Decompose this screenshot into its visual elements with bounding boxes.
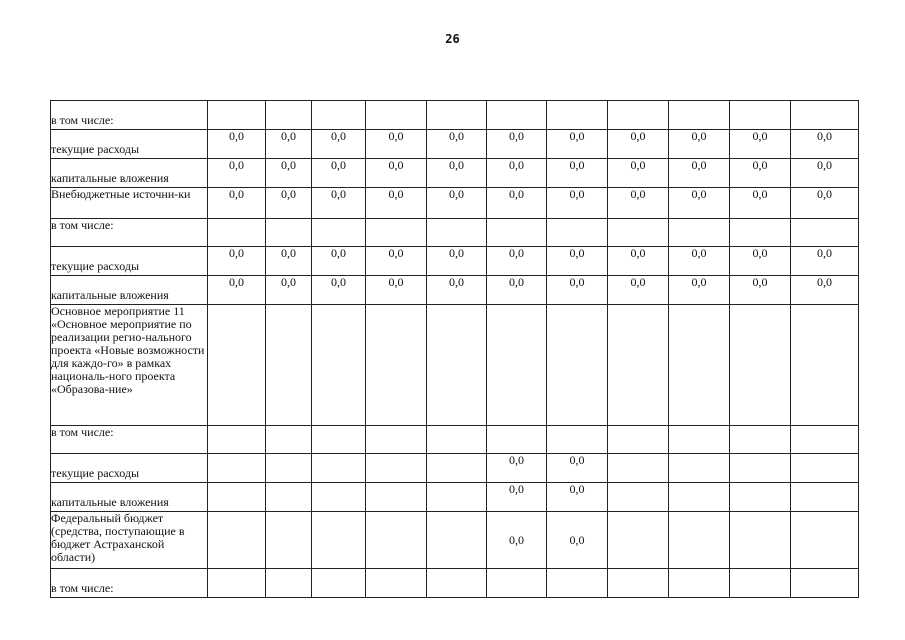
value-cell: 0,0 bbox=[208, 188, 266, 219]
table-row bbox=[51, 305, 859, 426]
value-cell bbox=[669, 569, 730, 598]
value-cell: 0,0 bbox=[487, 483, 547, 512]
value-cell bbox=[487, 569, 547, 598]
value-cell bbox=[427, 483, 487, 512]
value-cell bbox=[266, 305, 312, 426]
row-label: в том числе: bbox=[51, 101, 208, 130]
value-cell bbox=[487, 101, 547, 130]
value-cell bbox=[791, 305, 859, 426]
value-cell bbox=[366, 101, 427, 130]
value-cell bbox=[730, 426, 791, 454]
value-cell: 0,0 bbox=[208, 247, 266, 276]
value-cell: 0,0 bbox=[427, 130, 487, 159]
value-cell bbox=[730, 569, 791, 598]
value-cell bbox=[208, 101, 266, 130]
value-cell bbox=[312, 305, 366, 426]
value-cell bbox=[730, 305, 791, 426]
value-cell: 0,0 bbox=[547, 276, 608, 305]
value-cell bbox=[427, 454, 487, 483]
value-cell bbox=[608, 512, 669, 569]
value-cell bbox=[730, 219, 791, 247]
value-cell bbox=[669, 454, 730, 483]
value-cell bbox=[669, 305, 730, 426]
row-label: капитальные вложения bbox=[51, 483, 208, 512]
value-cell bbox=[487, 305, 547, 426]
value-cell: 0,0 bbox=[266, 247, 312, 276]
value-cell bbox=[208, 512, 266, 569]
value-cell bbox=[266, 426, 312, 454]
table-row bbox=[51, 276, 859, 305]
row-label: в том числе: bbox=[51, 426, 208, 454]
value-cell bbox=[312, 483, 366, 512]
value-cell: 0,0 bbox=[266, 159, 312, 188]
value-cell bbox=[312, 454, 366, 483]
value-cell: 0,0 bbox=[791, 159, 859, 188]
value-cell bbox=[791, 101, 859, 130]
value-cell: 0,0 bbox=[487, 512, 547, 569]
value-cell: 0,0 bbox=[730, 276, 791, 305]
row-label: капитальные вложения bbox=[51, 159, 208, 188]
value-cell: 0,0 bbox=[608, 276, 669, 305]
value-cell: 0,0 bbox=[487, 159, 547, 188]
value-cell bbox=[366, 305, 427, 426]
value-cell: 0,0 bbox=[427, 188, 487, 219]
value-cell: 0,0 bbox=[608, 188, 669, 219]
value-cell: 0,0 bbox=[669, 276, 730, 305]
value-cell bbox=[208, 219, 266, 247]
value-cell: 0,0 bbox=[208, 159, 266, 188]
value-cell: 0,0 bbox=[547, 130, 608, 159]
value-cell: 0,0 bbox=[366, 159, 427, 188]
value-cell bbox=[730, 101, 791, 130]
value-cell: 0,0 bbox=[266, 188, 312, 219]
value-cell: 0,0 bbox=[669, 130, 730, 159]
value-cell bbox=[366, 219, 427, 247]
value-cell: 0,0 bbox=[730, 130, 791, 159]
value-cell bbox=[366, 483, 427, 512]
value-cell bbox=[669, 483, 730, 512]
value-cell bbox=[266, 483, 312, 512]
row-label: в том числе: bbox=[51, 219, 208, 247]
value-cell bbox=[547, 569, 608, 598]
value-cell: 0,0 bbox=[669, 159, 730, 188]
value-cell bbox=[487, 219, 547, 247]
table-row bbox=[51, 159, 859, 188]
value-cell bbox=[208, 305, 266, 426]
value-cell bbox=[608, 426, 669, 454]
value-cell bbox=[312, 219, 366, 247]
value-cell: 0,0 bbox=[487, 130, 547, 159]
value-cell: 0,0 bbox=[312, 247, 366, 276]
value-cell bbox=[427, 426, 487, 454]
value-cell bbox=[608, 454, 669, 483]
value-cell: 0,0 bbox=[730, 247, 791, 276]
value-cell bbox=[608, 305, 669, 426]
value-cell bbox=[669, 219, 730, 247]
value-cell bbox=[427, 219, 487, 247]
value-cell bbox=[791, 569, 859, 598]
page-number: 26 bbox=[445, 32, 460, 46]
value-cell: 0,0 bbox=[208, 276, 266, 305]
row-label: Внебюджетные источни-ки bbox=[51, 188, 208, 219]
value-cell bbox=[312, 569, 366, 598]
row-label: Федеральный бюджет (средства, поступающие в бюджет Астраханской области) bbox=[51, 512, 208, 569]
value-cell: 0,0 bbox=[312, 159, 366, 188]
value-cell: 0,0 bbox=[487, 454, 547, 483]
value-cell: 0,0 bbox=[266, 130, 312, 159]
value-cell bbox=[427, 101, 487, 130]
value-cell: 0,0 bbox=[608, 247, 669, 276]
table-row bbox=[51, 512, 859, 569]
value-cell bbox=[208, 483, 266, 512]
value-cell bbox=[427, 512, 487, 569]
value-cell: 0,0 bbox=[312, 276, 366, 305]
row-label: текущие расходы bbox=[51, 130, 208, 159]
value-cell bbox=[427, 569, 487, 598]
value-cell: 0,0 bbox=[608, 130, 669, 159]
value-cell bbox=[487, 426, 547, 454]
value-cell: 0,0 bbox=[366, 130, 427, 159]
value-cell: 0,0 bbox=[669, 247, 730, 276]
value-cell bbox=[547, 219, 608, 247]
row-label: в том числе: bbox=[51, 569, 208, 598]
value-cell: 0,0 bbox=[547, 454, 608, 483]
value-cell bbox=[312, 426, 366, 454]
value-cell bbox=[266, 219, 312, 247]
value-cell bbox=[730, 454, 791, 483]
value-cell: 0,0 bbox=[312, 130, 366, 159]
value-cell bbox=[730, 512, 791, 569]
value-cell: 0,0 bbox=[730, 159, 791, 188]
row-label: капитальные вложения bbox=[51, 276, 208, 305]
value-cell: 0,0 bbox=[547, 247, 608, 276]
value-cell: 0,0 bbox=[427, 159, 487, 188]
value-cell bbox=[366, 512, 427, 569]
value-cell bbox=[669, 426, 730, 454]
value-cell bbox=[312, 101, 366, 130]
table-row bbox=[51, 219, 859, 247]
row-label: текущие расходы bbox=[51, 454, 208, 483]
value-cell bbox=[208, 454, 266, 483]
table-row bbox=[51, 569, 859, 598]
value-cell bbox=[608, 101, 669, 130]
value-cell: 0,0 bbox=[547, 483, 608, 512]
table-row bbox=[51, 130, 859, 159]
value-cell bbox=[608, 483, 669, 512]
value-cell bbox=[669, 101, 730, 130]
value-cell bbox=[366, 426, 427, 454]
table-row bbox=[51, 426, 859, 454]
value-cell: 0,0 bbox=[547, 159, 608, 188]
value-cell bbox=[669, 512, 730, 569]
value-cell: 0,0 bbox=[266, 276, 312, 305]
value-cell bbox=[547, 305, 608, 426]
value-cell: 0,0 bbox=[669, 188, 730, 219]
value-cell: 0,0 bbox=[427, 276, 487, 305]
row-label: текущие расходы bbox=[51, 247, 208, 276]
table-row bbox=[51, 247, 859, 276]
value-cell: 0,0 bbox=[791, 188, 859, 219]
value-cell bbox=[208, 426, 266, 454]
value-cell: 0,0 bbox=[791, 276, 859, 305]
value-cell: 0,0 bbox=[791, 130, 859, 159]
value-cell bbox=[366, 569, 427, 598]
value-cell bbox=[791, 219, 859, 247]
value-cell: 0,0 bbox=[791, 247, 859, 276]
row-label: Основное мероприятие 11 «Основное мероприятие по реализации регио-нального проекта «Новые возможности для каждо-го» в рамках националь-ного проекта «Образова-ние» bbox=[51, 305, 208, 426]
value-cell: 0,0 bbox=[608, 159, 669, 188]
value-cell: 0,0 bbox=[730, 188, 791, 219]
table-row bbox=[51, 454, 859, 483]
value-cell bbox=[608, 219, 669, 247]
value-cell bbox=[266, 454, 312, 483]
budget-table bbox=[50, 100, 859, 598]
value-cell bbox=[266, 569, 312, 598]
value-cell bbox=[791, 483, 859, 512]
value-cell bbox=[266, 512, 312, 569]
value-cell bbox=[608, 569, 669, 598]
value-cell: 0,0 bbox=[547, 188, 608, 219]
value-cell: 0,0 bbox=[366, 276, 427, 305]
value-cell bbox=[791, 426, 859, 454]
value-cell bbox=[427, 305, 487, 426]
value-cell bbox=[208, 569, 266, 598]
value-cell: 0,0 bbox=[487, 247, 547, 276]
value-cell: 0,0 bbox=[208, 130, 266, 159]
value-cell: 0,0 bbox=[547, 512, 608, 569]
value-cell bbox=[730, 483, 791, 512]
table-row bbox=[51, 483, 859, 512]
value-cell bbox=[791, 512, 859, 569]
table-row bbox=[51, 188, 859, 219]
value-cell: 0,0 bbox=[366, 247, 427, 276]
table-row bbox=[51, 101, 859, 130]
value-cell bbox=[312, 512, 366, 569]
value-cell bbox=[547, 101, 608, 130]
value-cell: 0,0 bbox=[487, 188, 547, 219]
value-cell bbox=[266, 101, 312, 130]
value-cell: 0,0 bbox=[366, 188, 427, 219]
value-cell: 0,0 bbox=[487, 276, 547, 305]
value-cell bbox=[366, 454, 427, 483]
value-cell: 0,0 bbox=[312, 188, 366, 219]
value-cell bbox=[791, 454, 859, 483]
value-cell bbox=[547, 426, 608, 454]
value-cell: 0,0 bbox=[427, 247, 487, 276]
